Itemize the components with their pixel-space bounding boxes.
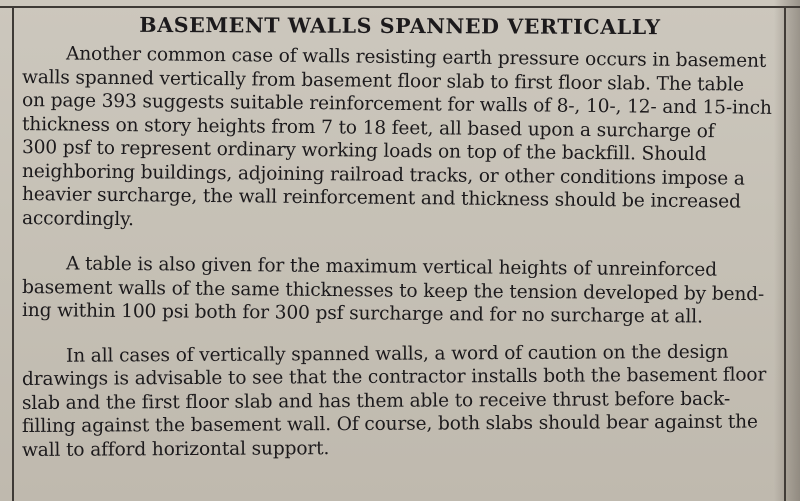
- text-line: slab and the first floor slab and has them able to receive thrust before back-: [21, 388, 731, 414]
- text-line: A table is also given for the maximum vertical heights of unreinforced: [65, 253, 718, 281]
- text-line: accordingly.: [21, 207, 134, 230]
- text-line: ing within 100 psi both for 300 psf surcharge and for no surcharge at all.: [21, 300, 703, 328]
- text-line: thickness on story heights from 7 to 18 feet, all based upon a surcharge of: [21, 113, 715, 142]
- text-line: neighboring buildings, adjoining railroad tracks, or other conditions impose a: [21, 160, 745, 190]
- text-line: In all cases of vertically spanned walls, a word of caution on the design: [65, 341, 729, 367]
- text-line: drawings is advisable to see that the contractor installs both the basement floor: [21, 364, 767, 390]
- page-text: [22, 14, 778, 484]
- section-heading: BASEMENT WALLS SPANNED VERTICALLY: [139, 12, 661, 40]
- text-line: heavier surcharge, the wall reinforcement and thickness should be increased: [21, 184, 741, 213]
- text-line: Another common case of walls resisting earth pressure occurs in basement: [65, 43, 767, 72]
- text-line: walls spanned vertically from basement floor slab to first floor slab. The table: [21, 66, 745, 96]
- text-line: 300 psf to represent ordinary working loads on top of the backfill. Should: [21, 137, 707, 166]
- text-line: wall to afford horizontal support.: [21, 437, 330, 461]
- text-line: filling against the basement wall. Of course, both slabs should bear against the: [21, 411, 758, 437]
- paragraph-3: [21, 341, 778, 463]
- text-line: basement walls of the same thicknesses to keep the tension developed by bend-: [21, 276, 765, 305]
- paragraph-2: [21, 252, 778, 328]
- paragraph-1: [22, 42, 778, 230]
- page-border-top: [0, 6, 800, 8]
- page-border-left: [12, 6, 14, 501]
- text-line: on page 393 suggests suitable reinforcement for walls of 8-, 10-, 12- and 15-inch: [21, 90, 772, 119]
